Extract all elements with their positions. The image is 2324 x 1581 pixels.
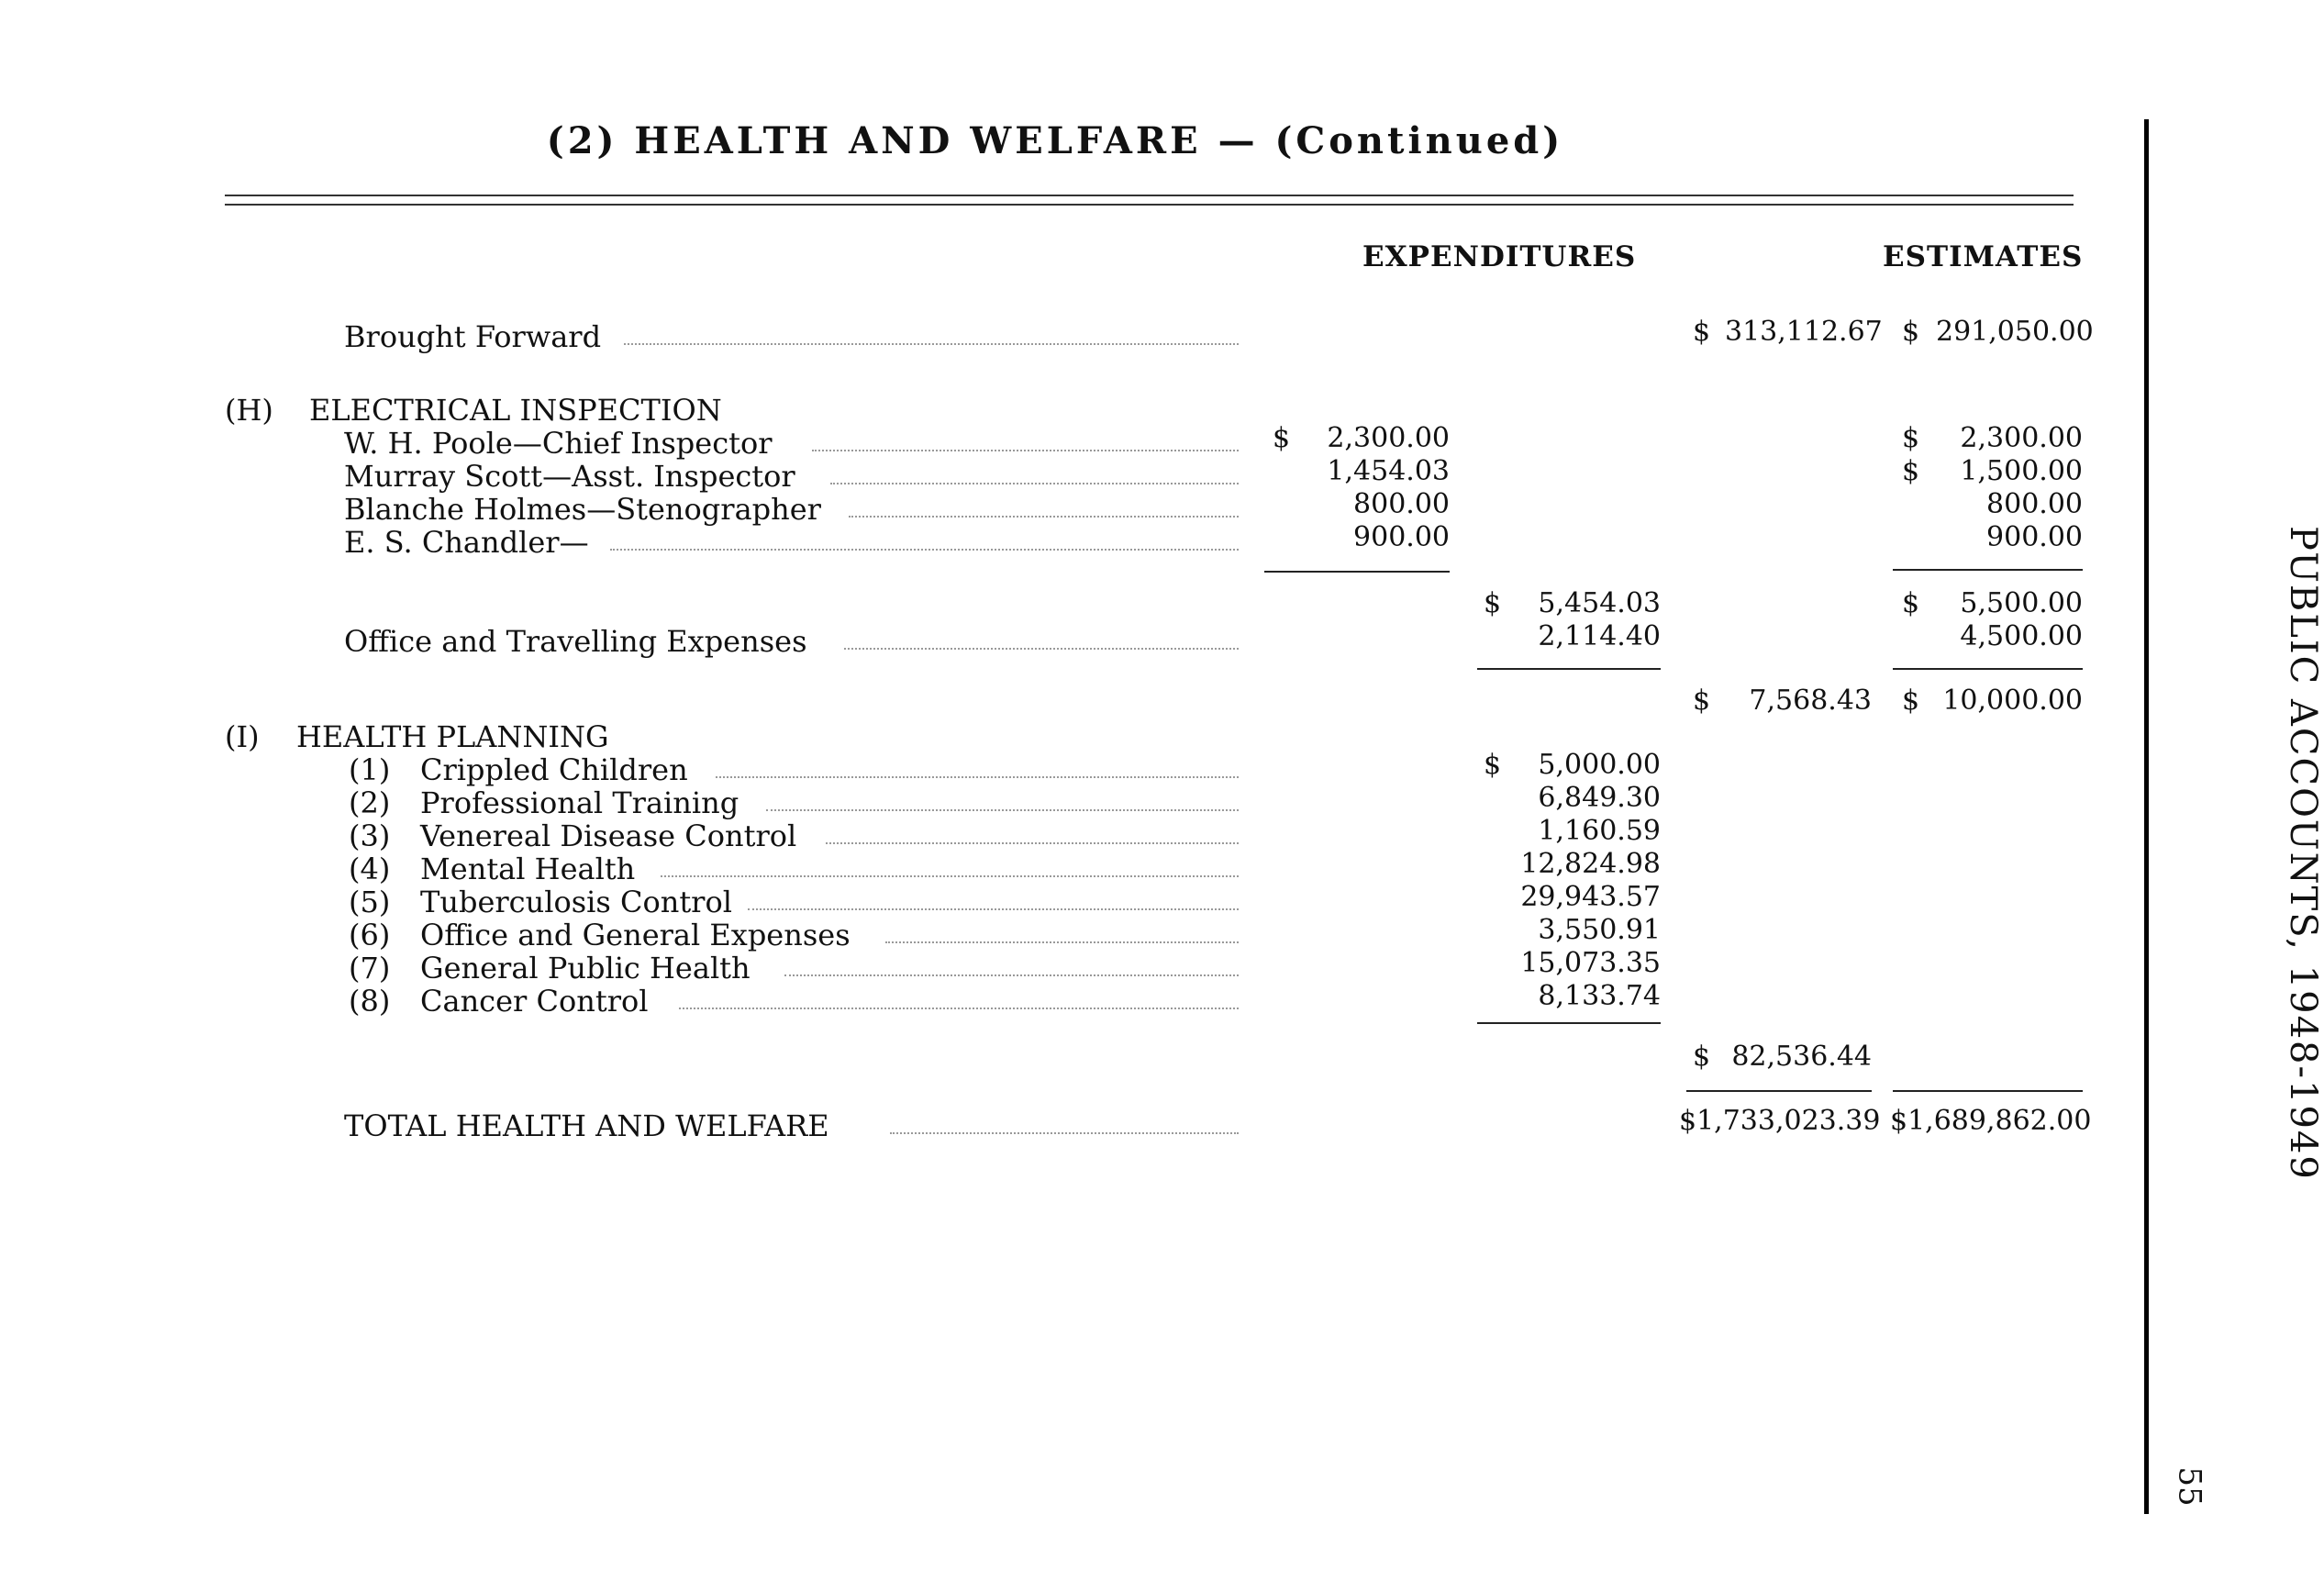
section-h-subtotal-estimate: 5,500.00 (1960, 587, 2083, 619)
margin-rule (2144, 119, 2149, 1514)
section-h-subtotal: 5,454.03 (1538, 587, 1661, 619)
expenditures-header: EXPENDITURES (1362, 240, 1637, 273)
section-i-row-label: Professional Training (420, 785, 739, 820)
section-i-row-amount: 6,849.30 (1538, 782, 1661, 814)
title-rule-bottom (225, 204, 2074, 206)
leader-dots (661, 875, 1239, 877)
section-h-office-estimate: 4,500.00 (1960, 620, 2083, 652)
section-i-row-label: General Public Health (420, 951, 751, 985)
section-h-marker: (H) (225, 393, 273, 428)
section-i-marker: (I) (225, 719, 260, 754)
estimates-header: ESTIMATES (1883, 240, 2084, 273)
section-i-heading: HEALTH PLANNING (296, 719, 609, 754)
section-h-total-estimate: 10,000.00 (1942, 685, 2083, 717)
running-head: PUBLIC ACCOUNTS, 1948-1949 (2282, 526, 2324, 1181)
grand-total-expenditure: $1,733,023.39 (1679, 1105, 1881, 1137)
sum-rule (1477, 1022, 1661, 1024)
section-h-office-amount: 2,114.40 (1538, 620, 1661, 652)
leader-dots (610, 549, 1239, 551)
leader-dots (885, 941, 1239, 943)
section-i-row-number: (5) (349, 885, 391, 919)
section-h-row-estimate: 800.00 (1986, 488, 2083, 520)
leader-dots (812, 450, 1239, 451)
section-h-row-label: Murray Scott—Asst. Inspector (344, 459, 795, 494)
sum-rule (1477, 668, 1661, 670)
leader-dots (624, 343, 1239, 345)
section-i-row-amount: 15,073.35 (1520, 947, 1661, 979)
grand-total-label: TOTAL HEALTH AND WELFARE (344, 1108, 829, 1143)
section-i-row-amount: 1,160.59 (1538, 815, 1661, 847)
section-i-row-number: (8) (349, 984, 391, 1019)
section-h-row-label: E. S. Chandler— (344, 525, 589, 560)
section-i-row-number: (6) (349, 918, 391, 952)
leader-dots (716, 776, 1239, 778)
sum-rule (1686, 1090, 1872, 1092)
leader-dots (766, 809, 1239, 811)
brought-forward-expenditure: 313,112.67 (1725, 316, 1883, 348)
section-i-row-amount: 5,000.00 (1538, 749, 1661, 781)
sum-rule (1893, 569, 2083, 571)
dollar-sign: $ (1902, 422, 1920, 454)
dollar-sign: $ (1902, 587, 1920, 619)
sum-rule (1893, 668, 2083, 670)
section-i-total: 82,536.44 (1731, 1041, 1872, 1073)
leader-dots (826, 842, 1239, 844)
section-i-row-label: Venereal Disease Control (420, 818, 797, 853)
section-h-row-amount: 2,300.00 (1327, 422, 1450, 454)
section-i-row-number: (7) (349, 951, 391, 985)
leader-dots (784, 974, 1239, 976)
section-i-row-amount: 29,943.57 (1520, 881, 1661, 913)
leader-dots (844, 648, 1239, 650)
section-i-row-label: Crippled Children (420, 752, 688, 787)
brought-forward-estimate: 291,050.00 (1936, 316, 2094, 348)
section-i-row-label: Mental Health (420, 852, 636, 886)
section-h-total: 7,568.43 (1749, 685, 1872, 717)
dollar-sign: $ (1484, 749, 1502, 781)
sum-rule (1264, 571, 1450, 573)
section-i-row-number: (1) (349, 752, 391, 787)
section-i-row-number: (4) (349, 852, 391, 886)
section-h-row-estimate: 2,300.00 (1960, 422, 2083, 454)
section-h-row-amount: 1,454.03 (1327, 455, 1450, 487)
section-i-row-amount: 12,824.98 (1520, 848, 1661, 880)
dollar-sign: $ (1902, 685, 1920, 717)
dollar-sign: $ (1693, 316, 1711, 348)
grand-total-estimate: $1,689,862.00 (1890, 1105, 2092, 1137)
section-h-row-estimate: 1,500.00 (1960, 455, 2083, 487)
title-rule-top (225, 195, 2074, 196)
section-i-row-label: Office and General Expenses (420, 918, 851, 952)
section-h-row-label: Blanche Holmes—Stenographer (344, 492, 821, 527)
dollar-sign: $ (1902, 316, 1920, 348)
section-i-row-amount: 3,550.91 (1538, 914, 1661, 946)
leader-dots (849, 516, 1239, 518)
section-h-row-label: W. H. Poole—Chief Inspector (344, 426, 773, 461)
leader-dots (830, 483, 1239, 484)
brought-forward-label: Brought Forward (344, 319, 602, 354)
section-i-row-number: (2) (349, 785, 391, 820)
page-number: 55 (2171, 1466, 2208, 1507)
leader-dots (679, 1008, 1239, 1009)
dollar-sign: $ (1693, 1041, 1711, 1073)
section-h-heading: ELECTRICAL INSPECTION (309, 393, 722, 428)
section-h-row-amount: 900.00 (1353, 521, 1450, 553)
dollar-sign: $ (1484, 587, 1502, 619)
section-h-row-amount: 800.00 (1353, 488, 1450, 520)
leader-dots (890, 1132, 1239, 1134)
section-i-row-number: (3) (349, 818, 391, 853)
section-i-row-label: Cancer Control (420, 984, 649, 1019)
section-i-row-amount: 8,133.74 (1538, 980, 1661, 1012)
section-h-row-estimate: 900.00 (1986, 521, 2083, 553)
sum-rule (1893, 1090, 2083, 1092)
leader-dots (748, 908, 1239, 910)
dollar-sign: $ (1902, 455, 1920, 487)
section-h-office-label: Office and Travelling Expenses (344, 624, 807, 659)
dollar-sign: $ (1273, 422, 1291, 454)
page-title: (2) HEALTH AND WELFARE — (Continued) (546, 119, 1564, 162)
section-i-row-label: Tuberculosis Control (420, 885, 732, 919)
dollar-sign: $ (1693, 685, 1711, 717)
